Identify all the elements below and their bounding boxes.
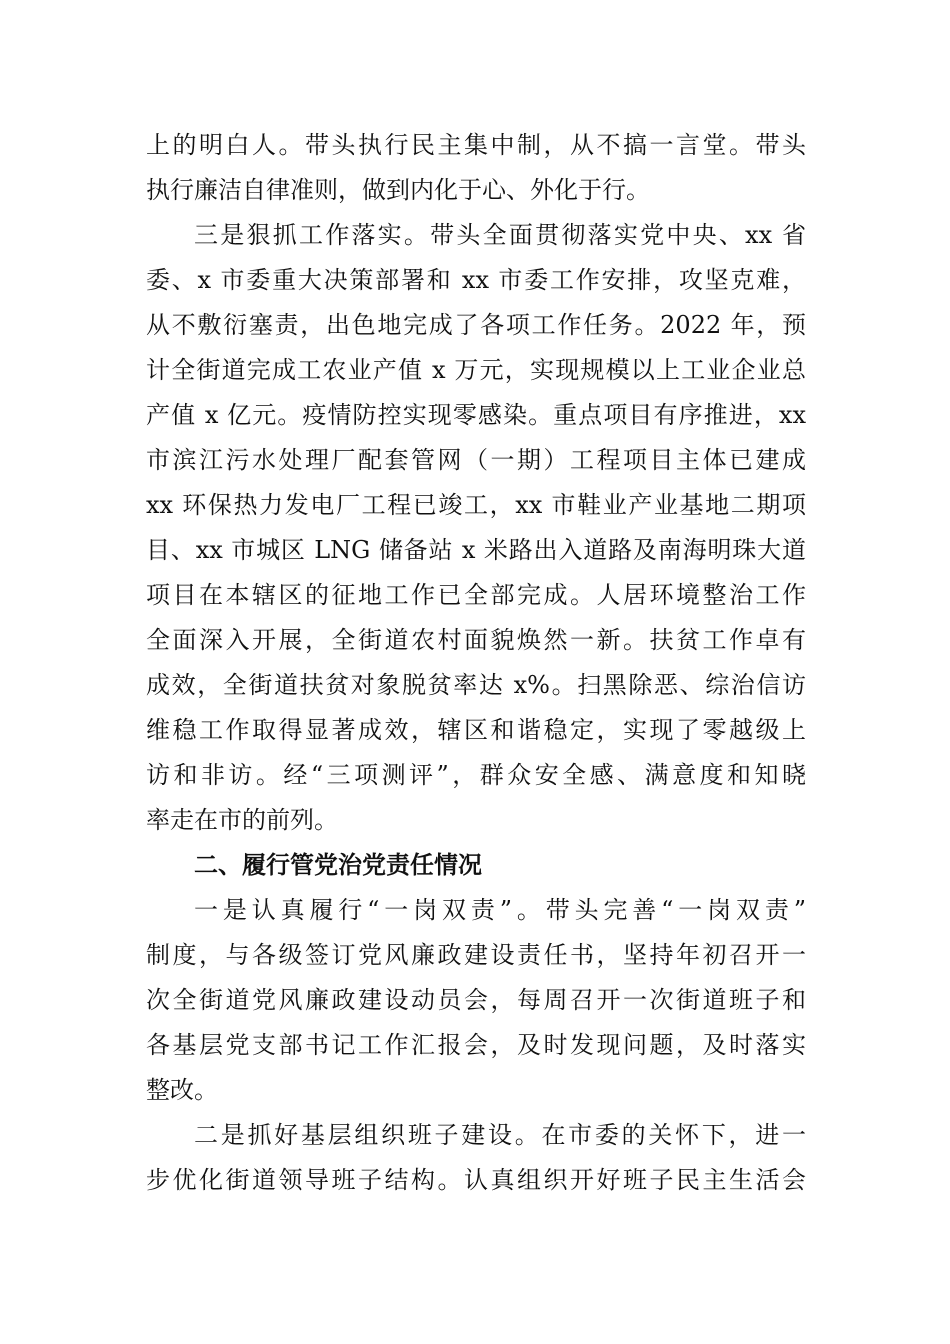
section-heading: 二、履行管党治党责任情况 (194, 851, 482, 879)
paragraph-line: 上的明白人。带头执行民主集中制，从不搞一言堂。带头 (146, 131, 806, 159)
paragraph-line: 产值 x 亿元。疫情防控实现零感染。重点项目有序推进，xx (146, 401, 806, 429)
paragraph-line: 整改。 (146, 1076, 218, 1104)
paragraph-line: 次全街道党风廉政建设动员会，每周召开一次街道班子和 (146, 986, 806, 1014)
paragraph-line: 步优化街道领导班子结构。认真组织开好班子民主生活会 (146, 1166, 806, 1194)
paragraph-line: 各基层党支部书记工作汇报会，及时发现问题，及时落实 (146, 1031, 806, 1059)
paragraph-line: 全面深入开展，全街道农村面貌焕然一新。扶贫工作卓有 (146, 626, 806, 654)
paragraph-line: 计全街道完成工农业产值 x 万元，实现规模以上工业企业总 (146, 356, 806, 384)
paragraph-first-line: 二是抓好基层组织班子建设。在市委的关怀下，进一 (194, 1121, 806, 1149)
paragraph-line: 访和非访。经“三项测评”，群众安全感、满意度和知晓 (146, 761, 806, 789)
paragraph-line: 目、xx 市城区 LNG 储备站 x 米路出入道路及南海明珠大道 (146, 536, 806, 564)
paragraph-line: 成效，全街道扶贫对象脱贫率达 x%。扫黑除恶、综治信访 (146, 671, 806, 699)
paragraph-line: xx 环保热力发电厂工程已竣工，xx 市鞋业产业基地二期项 (146, 491, 806, 519)
paragraph-line: 项目在本辖区的征地工作已全部完成。人居环境整治工作 (146, 581, 806, 609)
paragraph-line: 率走在市的前列。 (146, 806, 338, 834)
paragraph-line: 市滨江污水处理厂配套管网（一期）工程项目主体已建成 (146, 446, 806, 474)
paragraph-first-line: 三是狠抓工作落实。带头全面贯彻落实党中央、xx 省 (194, 221, 806, 249)
paragraph-line: 从不敷衍塞责，出色地完成了各项工作任务。2022 年，预 (146, 311, 806, 339)
paragraph-line: 执行廉洁自律准则，做到内化于心、外化于行。 (146, 176, 650, 204)
paragraph-line: 委、x 市委重大决策部署和 xx 市委工作安排，攻坚克难， (146, 266, 806, 294)
paragraph-line: 维稳工作取得显著成效，辖区和谐稳定，实现了零越级上 (146, 716, 806, 744)
paragraph-first-line: 一是认真履行“一岗双责”。带头完善“一岗双责” (194, 896, 806, 924)
paragraph-line: 制度，与各级签订党风廉政建设责任书，坚持年初召开一 (146, 941, 806, 969)
